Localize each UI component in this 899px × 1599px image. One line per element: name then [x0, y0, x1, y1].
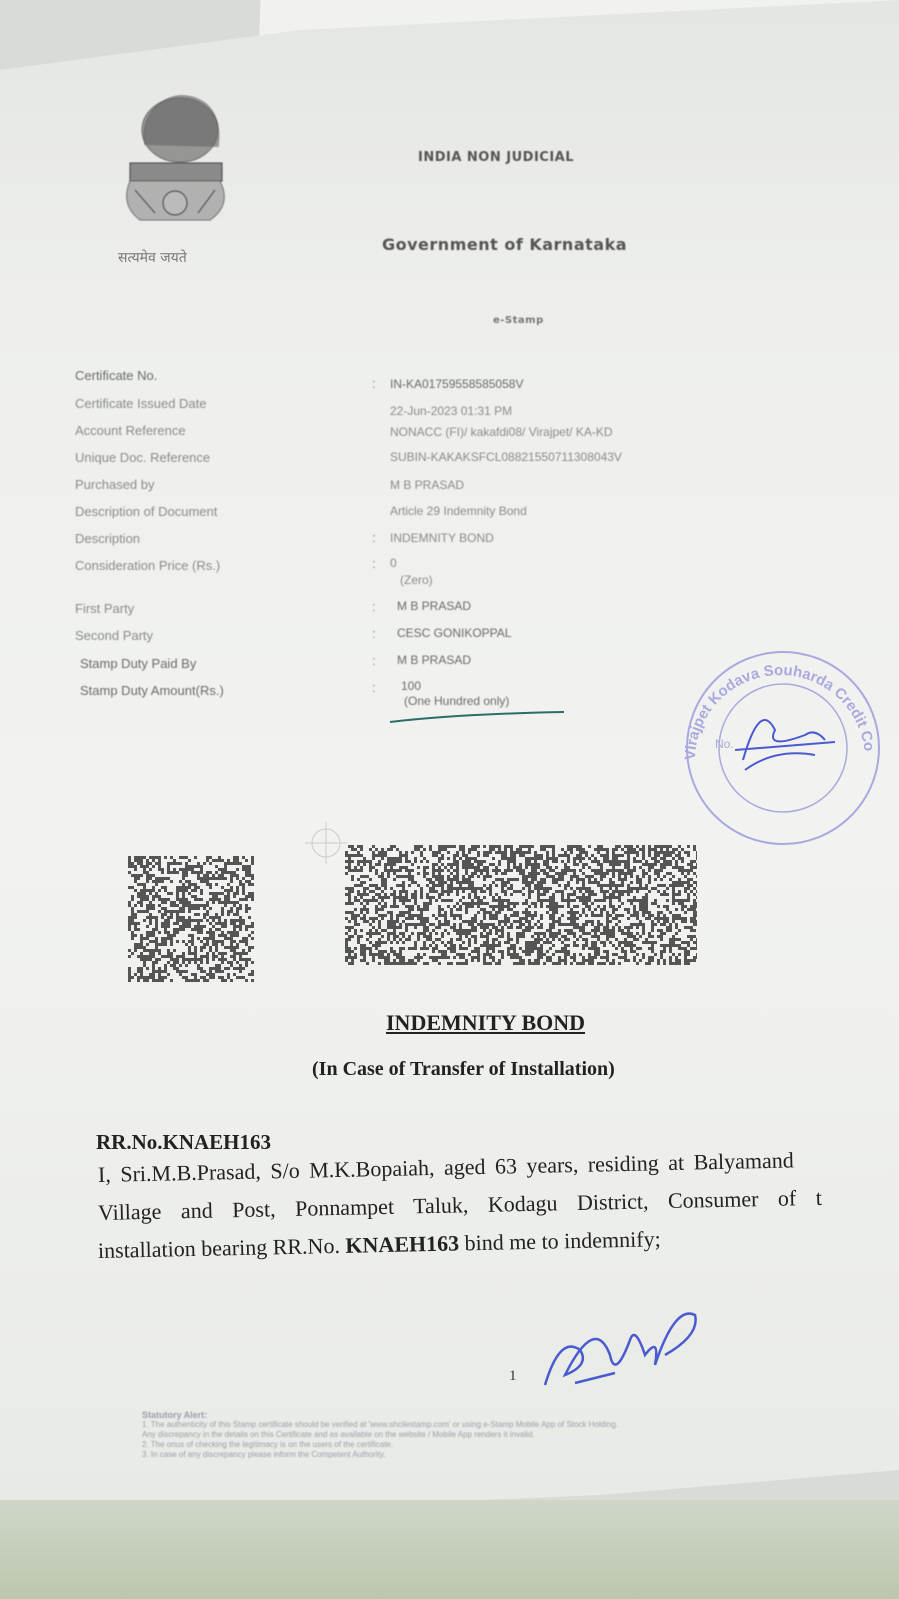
field-value: INDEMNITY BOND [390, 531, 494, 545]
field-value: M B PRASAD [397, 653, 472, 667]
field-value: 0 [390, 556, 397, 570]
rr-number: RR.No.KNAEH163 [96, 1130, 272, 1154]
seal-text: Virajpet Kodava Souharda Credit Co [681, 661, 878, 761]
field-label: Description of Document [75, 504, 218, 519]
seal-no-label: No. [715, 737, 734, 751]
barcode-icon [345, 845, 697, 965]
emblem-caption: सत्यमेव जयते [118, 250, 187, 266]
handwritten-signature [535, 1295, 705, 1400]
registration-mark-icon [305, 822, 347, 864]
statutory-alert-item: 1. The authenticity of this Stamp certificate should be verified at 'www.shcilestamp.com' or using e-Stamp Mobile App of Stock Holding. [142, 1420, 619, 1429]
body-line-2: Village and Post, Ponnampet Taluk, Kodagu District, Consumer of t [97, 1184, 823, 1225]
colon: : [372, 530, 376, 545]
field-value: NONACC (FI)/ kakafdi08/ Virajpet/ KA-KD [390, 425, 613, 439]
field-label: Purchased by [75, 477, 155, 492]
field-value: 22-Jun-2023 01:31 PM [390, 404, 513, 418]
field-value: CESC GONIKOPPAL [397, 626, 512, 640]
field-label: Certificate No. [75, 368, 158, 383]
field-value: SUBIN-KAKAKSFCL08821550711308043V [390, 450, 622, 464]
field-value: Article 29 Indemnity Bond [390, 504, 527, 518]
colon: : [372, 626, 376, 641]
page-number: 1 [509, 1368, 517, 1384]
cooperative-seal [665, 630, 895, 860]
colon: : [372, 376, 376, 391]
field-value: IN-KA01759558585058V [390, 377, 524, 391]
field-label: Account Reference [75, 423, 186, 438]
field-label: Second Party [75, 628, 154, 643]
floor-surface [0, 1500, 899, 1599]
statutory-alert-item: Any discrepancy in the details on this Certificate and as available on the website / Mobile App renders it invalid. [142, 1430, 535, 1439]
estamp-heading: e-Stamp [493, 315, 544, 326]
field-value: M B PRASAD [397, 599, 472, 613]
body-text: bind me to indemnify; [458, 1226, 661, 1256]
rr-number-inline: KNAEH163 [345, 1230, 460, 1258]
pen-underline [388, 704, 568, 726]
body-text: installation bearing RR.No. [97, 1232, 346, 1263]
field-label: Certificate Issued Date [75, 396, 207, 411]
seal-signature [735, 720, 835, 770]
field-label: Consideration Price (Rs.) [75, 558, 221, 573]
field-value-words: (One Hundred only) [404, 694, 510, 708]
body-line-1: I, Sri.M.B.Prasad, S/o M.K.Bopaiah, aged 63 years, residing at Balyamand [97, 1147, 795, 1187]
statutory-alert [142, 1410, 618, 1460]
statutory-alert-item: 2. The onus of checking the legitimacy is on the users of the certificate. [142, 1440, 394, 1449]
government-heading: Government of Karnataka [382, 235, 627, 254]
national-emblem-icon [110, 85, 240, 275]
india-non-judicial-heading: INDIA NON JUDICIAL [418, 150, 575, 165]
qr-code-icon [128, 856, 254, 982]
field-label: Stamp Duty Amount(Rs.) [80, 683, 224, 698]
field-label: Unique Doc. Reference [75, 450, 211, 465]
colon: : [372, 556, 376, 571]
field-value: 100 [401, 679, 422, 693]
document-subtitle: (In Case of Transfer of Installation) [312, 1058, 615, 1080]
field-label: Stamp Duty Paid By [80, 656, 197, 671]
field-value-words: (Zero) [400, 573, 433, 587]
document-title: INDEMNITY BOND [386, 1010, 586, 1035]
field-label: First Party [75, 601, 135, 616]
statutory-alert-heading: Statutory Alert: [142, 1410, 208, 1420]
statutory-alert-item: 3. In case of any discrepancy please inform the Competent Authority. [142, 1450, 386, 1459]
colon: : [372, 680, 376, 695]
colon: : [372, 653, 376, 668]
field-value: M B PRASAD [390, 478, 465, 492]
colon: : [372, 599, 376, 614]
field-label: Description [75, 531, 141, 546]
